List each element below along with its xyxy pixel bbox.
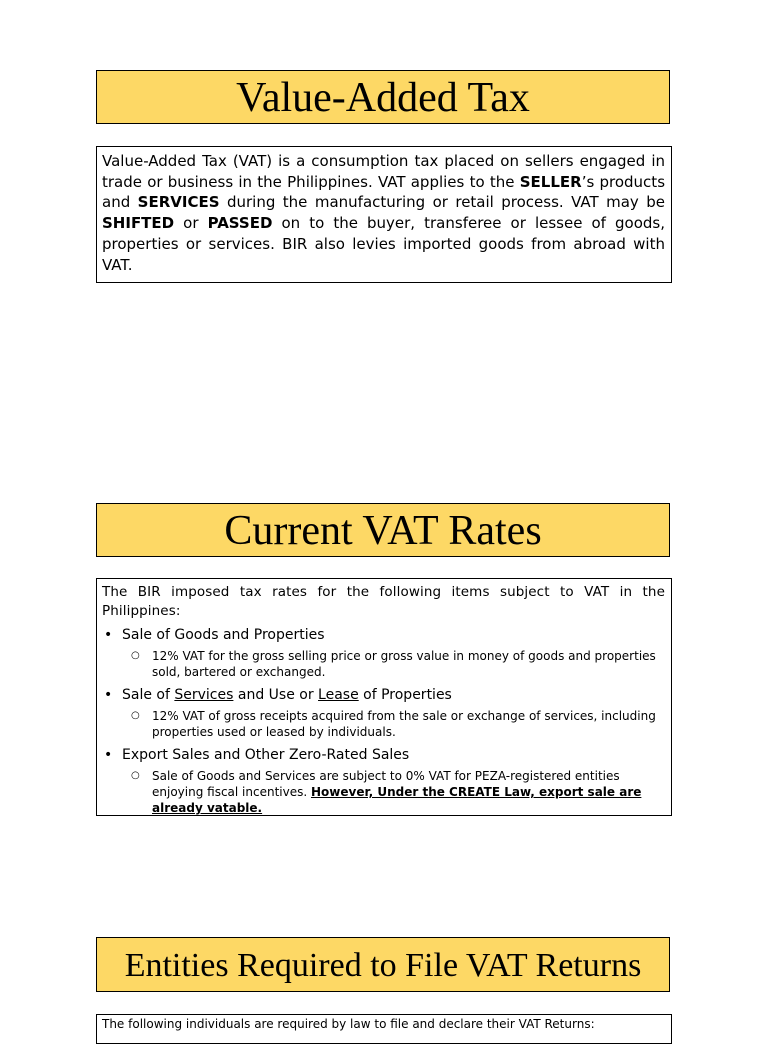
vat-rates-box [96,578,672,816]
shifted-emphasis: SHIFTED [102,214,175,233]
section-title-entities-required: Entities Required to File VAT Returns [96,937,670,992]
vat-definition-text-3: during the manufacturing or retail process. VAT may be [219,193,665,212]
bullet-label-part: and Use or [233,687,319,703]
bullet-label: Export Sales and Other Zero-Rated Sales [122,747,410,763]
entities-box [96,1014,672,1044]
entities-intro: The following individuals are required by law to file and declare their VAT Returns: [102,1017,595,1031]
sub-bullet-text: 12% VAT for the gross selling price or gross value in money of goods and properties sold, bartered or exchanged. [152,649,656,679]
vat-definition-text-4: or [174,214,208,233]
vat-rates-intro: The BIR imposed tax rates for the following items subject to VAT in the Philippines: [102,584,665,619]
circle-bullet-icon: ○ [131,770,140,781]
sub-bullet-text: 12% VAT of gross receipts acquired from the sale or exchange of services, including properties used or leased by individuals. [152,709,656,739]
services-emphasis: SERVICES [137,193,220,212]
bullet-export-sales [102,746,665,764]
bullet-sale-of-goods [102,626,665,644]
passed-emphasis: PASSED [207,214,273,233]
bullet-label-part: Sale of [122,687,175,703]
vat-definition-text-1: Value-Added Tax (VAT) is a consumption tax placed on sellers engaged in trade or business in the Philippines. VAT applies to the [102,152,665,191]
sub-bullet-export-rate [102,768,665,816]
bullet-dot-icon: • [104,687,113,703]
sub-bullet-services-rate [102,708,665,740]
seller-emphasis: SELLER [519,172,582,191]
vat-definition-text-2: ’s products and [102,172,666,212]
bullet-label: Sale of Goods and Properties [122,627,325,643]
create-law-note: However, Under the CREATE Law, export sale are already vatable. [152,785,642,815]
sub-bullet-goods-rate [102,648,665,680]
vat-definition-box [96,146,672,283]
bullet-dot-icon: • [104,747,113,763]
bullet-sale-of-services [102,686,665,704]
vat-definition-text-5: on to the buyer, transferee or lessee of goods, properties or services. BIR also levies imported goods from abroad with VAT. [102,214,665,274]
circle-bullet-icon: ○ [131,710,140,721]
section-title-current-vat-rates: Current VAT Rates [96,503,670,557]
bullet-dot-icon: • [104,627,113,643]
bullet-label-part: of Properties [358,687,452,703]
circle-bullet-icon: ○ [131,650,140,661]
lease-underlined: Lease [318,687,359,703]
services-underlined: Services [174,687,234,703]
section-title-value-added-tax: Value-Added Tax [96,70,670,124]
sub-bullet-text: Sale of Goods and Services are subject to 0% VAT for PEZA-registered entities enjoying fiscal incentives. [152,769,620,799]
